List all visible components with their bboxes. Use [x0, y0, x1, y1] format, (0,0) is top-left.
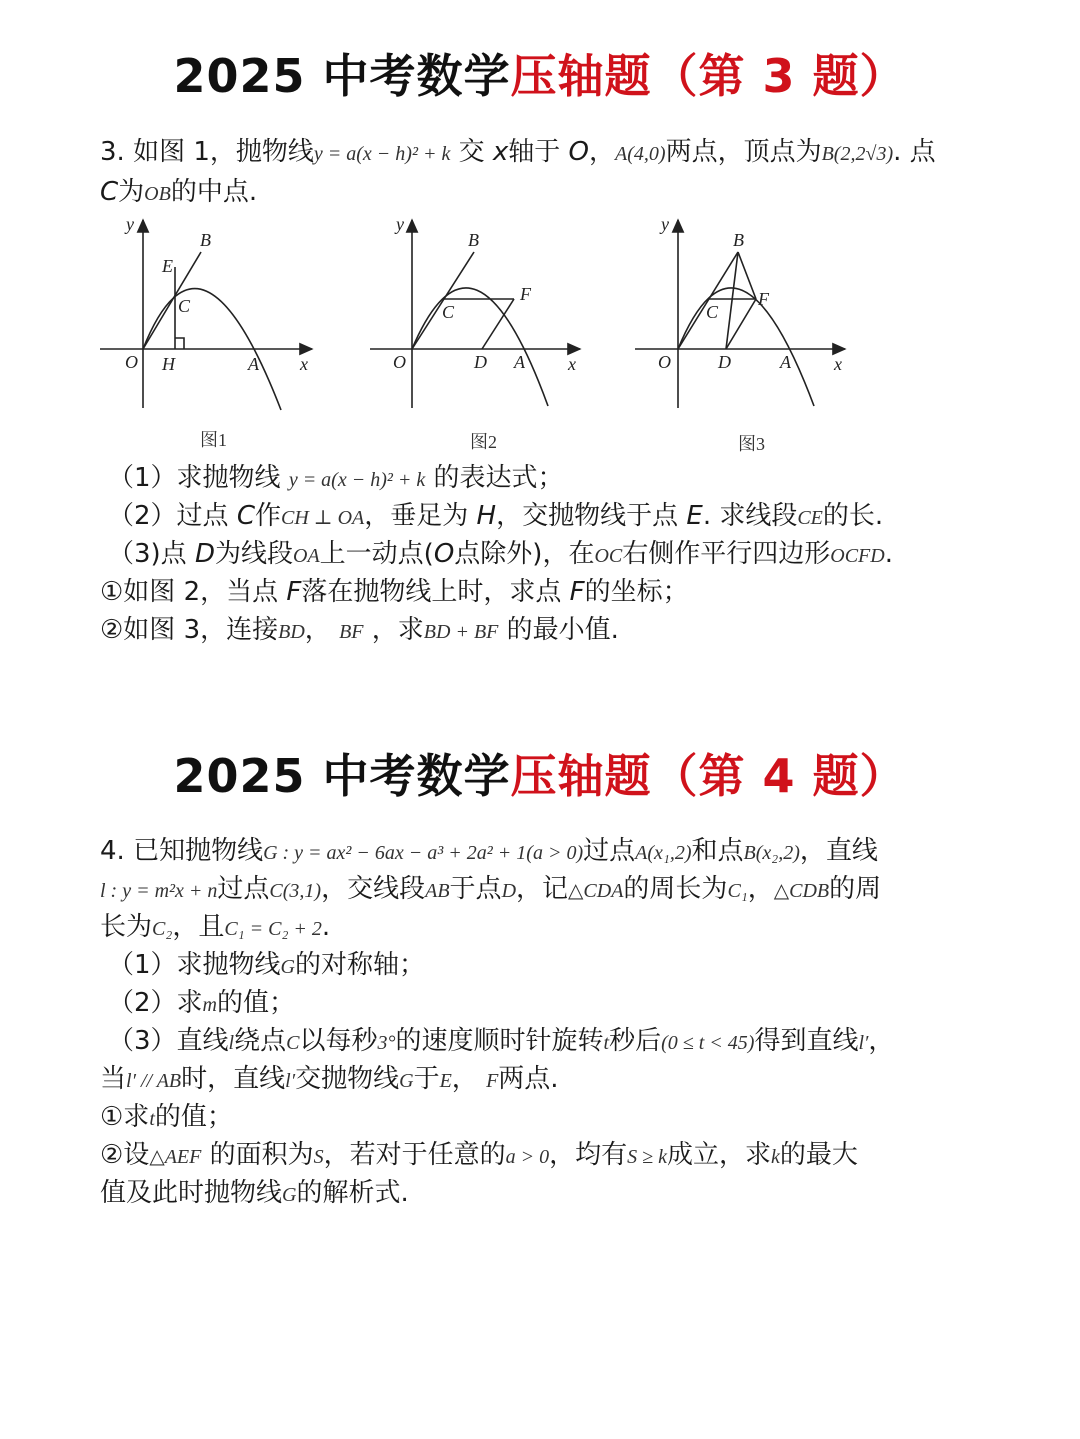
- p3-q3-a: （3)点: [108, 539, 187, 569]
- p4-q5-t: t: [149, 1108, 155, 1130]
- fig1-label-y: y: [126, 214, 134, 234]
- p3-q1-a: （1）求抛物线: [108, 463, 281, 493]
- fig1-label-e: E: [162, 256, 173, 276]
- p4-l3-a: 长为: [100, 912, 153, 942]
- p3-q5-sum: BD + BF: [423, 621, 499, 643]
- fig1-label-h: H: [162, 354, 175, 374]
- p4-l3-eq: C₁ = C₂ + 2: [224, 918, 322, 940]
- p4-q3-b: 绕点: [234, 1026, 287, 1056]
- p4-q4-par: l′ // AB: [126, 1070, 182, 1092]
- p4-l2-g: ，: [747, 874, 774, 904]
- p4-q1-b: 的对称轴；: [295, 950, 426, 980]
- p4-question-3-part-1: [100, 1099, 233, 1137]
- fig3-label-x: x: [834, 354, 842, 374]
- p3-q2-E: E: [686, 501, 703, 531]
- fig3-label-d: D: [718, 352, 731, 372]
- fig3-label-a: A: [780, 352, 791, 372]
- parabola-figures: [90, 210, 990, 460]
- fig2-label-o: O: [393, 352, 406, 372]
- p4-q6-cond: a > 0: [505, 1146, 550, 1168]
- caption-figure-1: 图1: [200, 430, 227, 450]
- p3-q1-eq: y = a(x − h)² + k: [288, 469, 426, 491]
- p4-q4-c: 交抛物线: [295, 1064, 400, 1094]
- p3-l1-eq: y = a(x − h)² + k: [313, 143, 451, 165]
- p4-q2-a: （2）求: [108, 988, 203, 1018]
- p3-q2-d: ，垂足为: [364, 501, 469, 531]
- p3-question-3-part-2: [100, 612, 619, 650]
- p4-statement-line-1: [100, 833, 878, 871]
- p4-q3-deg: 3°: [377, 1032, 396, 1054]
- fig3-label-f: F: [758, 289, 769, 309]
- fig3-label-y: y: [661, 214, 669, 234]
- fig2-label-a: A: [514, 352, 525, 372]
- fig2-label-d: D: [474, 352, 487, 372]
- p4-q2-m: m: [202, 994, 217, 1016]
- p3-q4-f2: F: [569, 577, 585, 607]
- p4-q6-a: ②设: [100, 1140, 150, 1170]
- p3-q5-bd: BD: [278, 621, 305, 643]
- p4-l3-c: .: [321, 912, 331, 942]
- p3-q3-c: 上一动点(: [319, 539, 434, 569]
- p4-statement-line-3: [100, 909, 330, 947]
- p4-title_red: 压轴题（第 4 题）: [510, 749, 907, 803]
- fig3-segment-bd: [726, 252, 738, 349]
- p3-question-1: [108, 460, 564, 498]
- p3-l2-c: C: [100, 177, 119, 207]
- p3-l1-b: 交: [458, 137, 485, 167]
- p3-q1-b: 的表达式；: [433, 463, 564, 493]
- p4-q3-d: 以每秒: [299, 1026, 378, 1056]
- fig2-label-y: y: [396, 214, 404, 234]
- p3-q4-a: ①如图 2，当点: [100, 577, 279, 607]
- p4-l1-b: 过点: [583, 836, 636, 866]
- p3-q5-d: 的最小值.: [506, 615, 619, 645]
- p4-q4-lp: l′: [285, 1070, 296, 1092]
- p4-statement-line-2: [100, 871, 881, 909]
- fig2-label-x: x: [568, 354, 576, 374]
- fig2-label-c: C: [442, 302, 455, 322]
- p4-l2-d: D: [501, 880, 517, 902]
- p3-q2-f: . 求线段: [702, 501, 798, 531]
- p4-l2-cpt: C(3,1): [269, 880, 322, 902]
- p3-q3-g: .: [884, 539, 893, 569]
- p3-q3-oc: OC: [594, 545, 623, 567]
- p3-l1-d: ，: [589, 137, 616, 167]
- p4-l2-t1: △CDA: [568, 880, 624, 902]
- p3-q3-o: O: [433, 539, 455, 569]
- p4-question-2: [108, 985, 295, 1023]
- p4-q4-a: 当: [100, 1064, 127, 1094]
- p4-q2-b: 的值；: [217, 988, 296, 1018]
- p3-l1-f: . 点: [893, 137, 936, 167]
- p4-q4-h: 两点.: [498, 1064, 559, 1094]
- p4-q3-lp: l′: [858, 1032, 869, 1054]
- p3-question-3-part-1: [100, 574, 689, 610]
- p3-q2-h: H: [476, 501, 497, 531]
- p4-q6-b: 的面积为: [209, 1140, 314, 1170]
- fig3-line-ob: [678, 252, 738, 349]
- p3-q3-b: 为线段: [214, 539, 293, 569]
- fig2-label-f: F: [520, 284, 531, 304]
- fig1-label-c: C: [178, 296, 191, 316]
- p4-l3-c2: C₂: [152, 918, 173, 940]
- p4-title_black: 2025 中考数学: [173, 749, 511, 803]
- p3-title_black: 2025 中考数学: [173, 49, 511, 103]
- p3-q3-oa: OA: [293, 545, 320, 567]
- p3-q2-g: 的长.: [822, 501, 884, 531]
- p4-q3-e: 的速度顺时针旋转: [395, 1026, 604, 1056]
- p4-l2-t2: △CDB: [773, 880, 830, 902]
- problem-3-title: [0, 40, 1080, 106]
- caption-figure-3: 图3: [738, 434, 765, 454]
- p3-l1-e: 两点，顶点为: [665, 137, 822, 167]
- fig1-label-x: x: [300, 354, 308, 374]
- p4-l2-e: ，记: [516, 874, 569, 904]
- p4-q4-ff: F: [486, 1070, 499, 1092]
- p3-l1-c: 轴于: [508, 137, 561, 167]
- p4-q4-f: ，: [451, 1064, 478, 1094]
- p4-q6-k: k: [771, 1146, 780, 1168]
- p3-l2-ob: OB: [144, 183, 171, 205]
- p3-question-2: [108, 498, 883, 536]
- fig1-label-a: A: [248, 354, 259, 374]
- p4-q1-a: （1）求抛物线: [108, 950, 281, 980]
- problem-4-title: [0, 740, 1080, 806]
- p4-l2-b: ，交线段: [321, 874, 426, 904]
- fig2-label-b: B: [468, 230, 479, 250]
- p4-q4-b: 时，直线: [181, 1064, 286, 1094]
- fig3-label-o: O: [658, 352, 671, 372]
- p3-q3-f: 右侧作平行四边形: [622, 539, 831, 569]
- p4-l1-a: 4. 已知抛物线: [100, 836, 264, 866]
- p4-q6-tri: △AEF: [149, 1146, 202, 1168]
- p3-l1-apt: A(4,0): [615, 143, 666, 165]
- caption-figure-2: 图2: [470, 432, 497, 452]
- p3-statement-line-2: [100, 174, 257, 212]
- p4-l2-f: 的周长为: [623, 874, 728, 904]
- p3-q5-bf: BF: [339, 621, 364, 643]
- p4-l1-eq: G : y = ax² − 6ax − a³ + 2a² + 1(a > 0): [263, 842, 584, 864]
- p4-l1-bpt: B(x₂,2): [743, 842, 800, 864]
- p4-q4-g: G: [399, 1070, 414, 1092]
- p4-q5-a: ①求: [100, 1102, 150, 1132]
- p3-q3-d: D: [194, 539, 215, 569]
- fig1-label-b: B: [200, 230, 211, 250]
- p4-l2-c: 于点: [449, 874, 502, 904]
- figures-row: [90, 210, 990, 460]
- p3-q5-a: ②如图 3，连接: [100, 615, 279, 645]
- p4-q3-l: l: [228, 1032, 235, 1054]
- fig3-label-c: C: [706, 302, 719, 322]
- p4-q5-b: 的值；: [154, 1102, 233, 1132]
- p4-q3-c: C: [286, 1032, 300, 1054]
- p4-q6-c: ，若对于任意的: [323, 1140, 506, 1170]
- p3-title_red: 压轴题（第 3 题）: [510, 49, 907, 103]
- p4-l2-h: 的周: [829, 874, 882, 904]
- p4-q7-g: G: [282, 1184, 297, 1206]
- p4-l1-d: ，直线: [799, 836, 878, 866]
- fig1-label-o: O: [125, 352, 138, 372]
- p4-q4-d: 于: [413, 1064, 440, 1094]
- p4-q7-a: 值及此时抛物线: [100, 1178, 283, 1208]
- p4-q6-ineq: S ≥ k: [627, 1146, 668, 1168]
- p4-q6-f: 的最大: [779, 1140, 858, 1170]
- p4-l2-c1: C₁: [727, 880, 748, 902]
- p3-l1-x: x: [492, 137, 509, 167]
- p4-q3-g: 得到直线: [754, 1026, 859, 1056]
- p4-q6-s: S: [313, 1146, 324, 1168]
- fig2-parabola: [412, 288, 548, 406]
- p3-l2-a: 为: [118, 177, 145, 207]
- p3-q2-c: C: [236, 501, 255, 531]
- p3-q2-b: 作: [254, 501, 281, 531]
- p3-q3-ocfd: OCFD: [830, 545, 885, 567]
- p4-l1-apt: A(x₁,2): [635, 842, 692, 864]
- p3-q2-e: ，交抛物线于点: [496, 501, 679, 531]
- p4-q6-e: 成立，求: [667, 1140, 772, 1170]
- p4-q4-e: E: [439, 1070, 452, 1092]
- p4-q3-rng: (0 ≤ t < 45): [661, 1032, 755, 1054]
- p3-q5-b: ，: [304, 615, 331, 645]
- p4-l2-eq: l : y = m²x + n: [100, 880, 218, 902]
- p4-l2-ab: AB: [425, 880, 450, 902]
- p4-q1-g: G: [280, 956, 295, 978]
- p3-q2-a: （2）过点: [108, 501, 229, 531]
- p3-l1-bpt: B(2,2√3): [821, 143, 894, 165]
- p4-question-3-line-2: [100, 1061, 559, 1099]
- p3-l1-o: O: [568, 137, 590, 167]
- fig1-right-angle: [175, 338, 184, 349]
- p4-question-1: [108, 947, 425, 985]
- p3-l2-b: 的中点.: [170, 177, 258, 207]
- fig3-label-b: B: [733, 230, 744, 250]
- p4-q7-b: 的解析式.: [296, 1178, 409, 1208]
- p4-l3-b: ，且: [172, 912, 225, 942]
- p4-q6-d: ，均有: [549, 1140, 628, 1170]
- p4-l1-c: 和点: [691, 836, 744, 866]
- p3-q4-b: 落在抛物线上时，求点: [301, 577, 562, 607]
- p3-l1-a: 3. 如图 1，抛物线: [100, 137, 314, 167]
- p4-l2-a: 过点: [217, 874, 270, 904]
- p4-question-3-part-2-line-2: [100, 1175, 409, 1213]
- p3-q3-e: 点除外)，在: [454, 539, 595, 569]
- fig3-parabola: [678, 288, 814, 406]
- p3-q2-ch: CH ⊥ OA: [280, 507, 365, 529]
- p3-q4-f: F: [286, 577, 302, 607]
- p4-q3-f: 秒后: [609, 1026, 662, 1056]
- p4-question-3: [108, 1023, 894, 1061]
- p3-question-3: [108, 536, 893, 574]
- p4-q3-h: ，: [868, 1026, 895, 1056]
- fig2-line-ob: [412, 252, 474, 349]
- p3-q5-c: ，求: [371, 615, 424, 645]
- p4-q3-t: t: [603, 1032, 610, 1054]
- p3-q2-ce: CE: [797, 507, 823, 529]
- p3-q4-c: 的坐标；: [584, 577, 689, 607]
- p3-statement-line-1: [100, 134, 936, 172]
- p4-q3-a: （3）直线: [108, 1026, 229, 1056]
- p4-question-3-part-2: [100, 1137, 858, 1175]
